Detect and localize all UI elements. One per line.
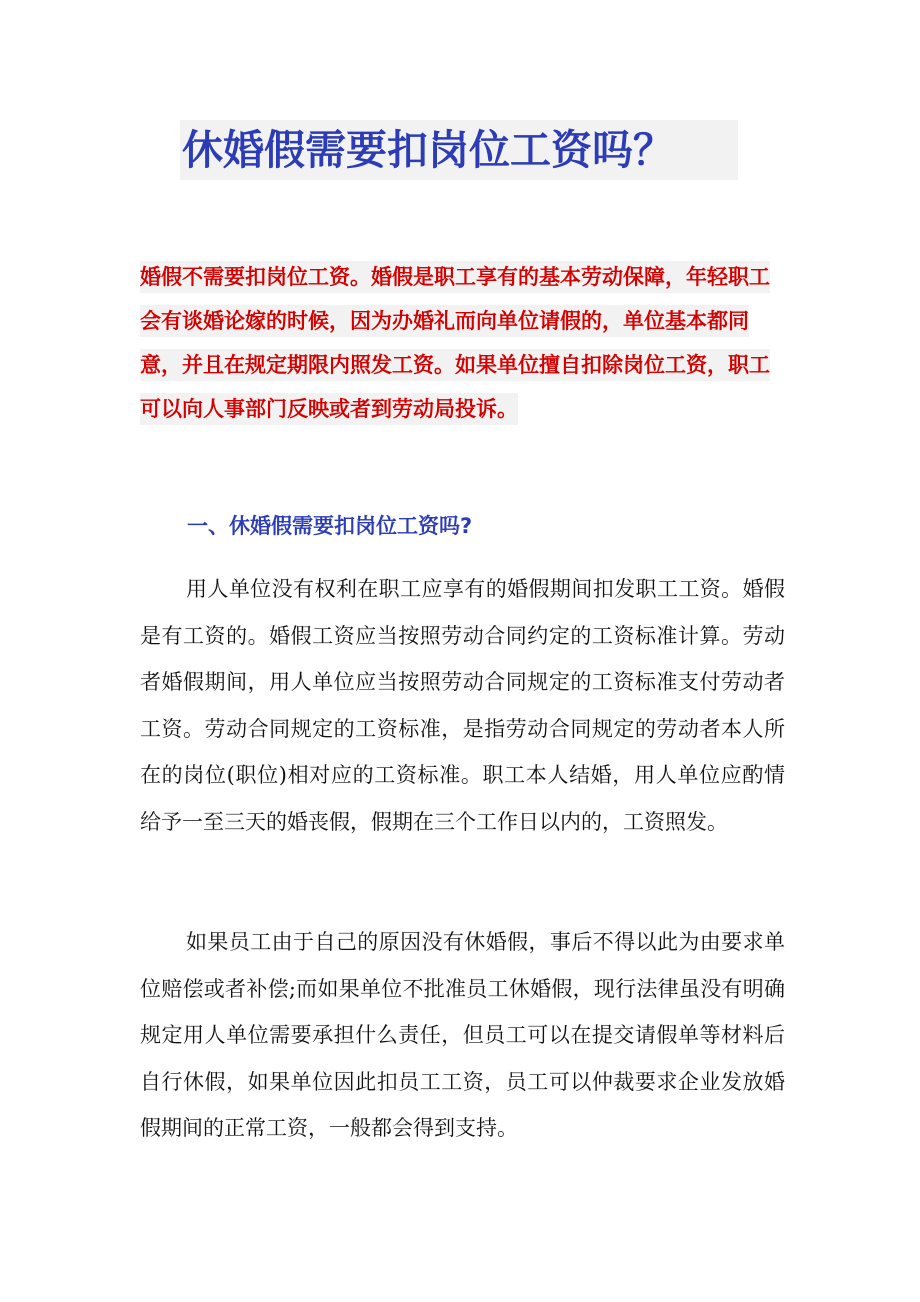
intro-summary-text: 婚假不需要扣岗位工资。婚假是职工享有的基本劳动保障，年轻职工会有谈婚论嫁的时候，因为办婚礼而向单位请假的，单位基本都同意，并且在规定期限内照发工资。如果单位擅自扣除岗位工资，职工可以向人事部门反映或者到劳动局投诉。 [140,261,770,425]
section-heading: 一、休婚假需要扣岗位工资吗? [187,514,473,538]
title-highlight [180,120,738,180]
intro-summary [140,255,785,431]
body-paragraph-2: 如果员工由于自己的原因没有休婚假，事后不得以此为由要求单位赔偿或者补偿;而如果单位不批准员工休婚假，现行法律虽没有明确规定用人单位需要承担什么责任，但员工可以在提交请假单等材料后自行休假，如果单位因此扣员工工资，员工可以仲裁要求企业发放婚假期间的正常工资，一般都会得到支持。 [140,930,785,1140]
body-paragraph-1: 用人单位没有权利在职工应享有的婚假期间扣发职工工资。婚假是有工资的。婚假工资应当按照劳动合同约定的工资标准计算。劳动者婚假期间，用人单位应当按照劳动合同规定的工资标准支付劳动者工资。劳动合同规定的工资标准，是指劳动合同规定的劳动者本人所在的岗位(职位)相对应的工资标准。职工本人结婚，用人单位应酌情给予一至三天的婚丧假，假期在三个工作日以内的，工资照发。 [140,577,785,834]
page-title: 休婚假需要扣岗位工资吗？ [182,126,674,174]
